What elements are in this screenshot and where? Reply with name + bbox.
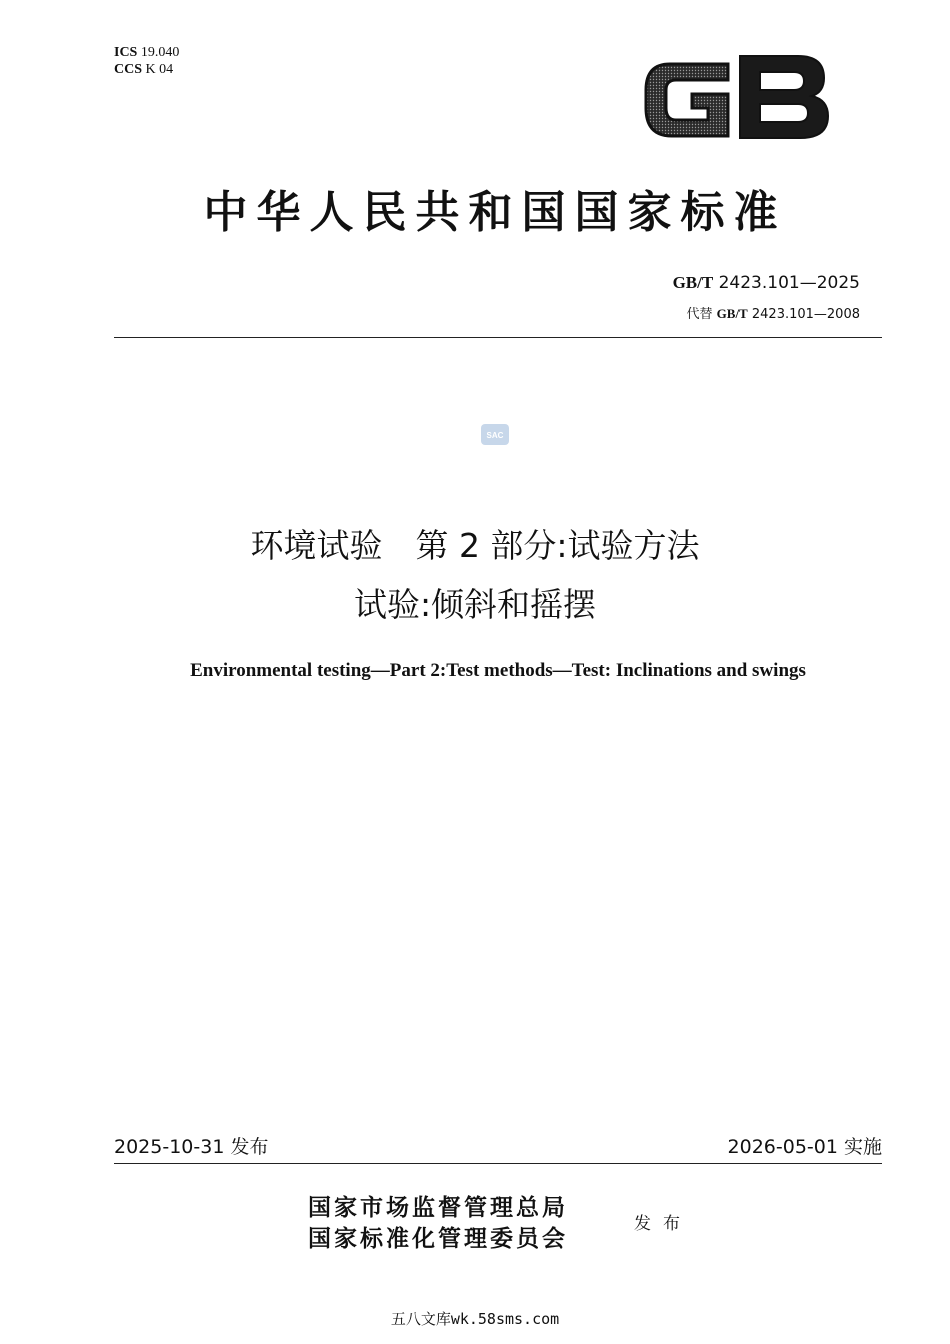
publish-label: 发布	[634, 1214, 692, 1234]
gb-logo	[640, 48, 832, 144]
footer-source[interactable]: 五八文库wk.58sms.com	[390, 1310, 560, 1328]
standard-number-value: 2423.101—2025	[718, 273, 860, 293]
title-cn-line2: 试验:倾斜和摇摆	[353, 585, 597, 624]
issuer-samr: 国家市场监督管理总局	[308, 1194, 568, 1221]
replaces-prefix: GB/T	[716, 306, 748, 321]
issuer-sac: 国家标准化管理委员会	[308, 1225, 568, 1252]
issue-date: 2025-10-31 发布	[114, 1136, 269, 1158]
standard-number-prefix: GB/T	[672, 273, 714, 292]
footer-divider	[114, 1163, 882, 1164]
national-standard-title: 中华人民共和国国家标准	[203, 187, 787, 238]
header-divider	[114, 337, 882, 338]
standard-number	[673, 273, 860, 293]
implement-date: 2026-05-01 实施	[727, 1136, 882, 1158]
sac-watermark-text: SAC	[486, 431, 504, 440]
title-en: Environmental testing—Part 2:Test methods—Test: Inclinations and swings	[190, 660, 806, 681]
replaces-number: 2423.101—2008	[751, 307, 860, 322]
replaces-label: 代替	[686, 307, 713, 322]
ccs-code: K 04	[145, 62, 174, 77]
replaces-line	[687, 303, 861, 322]
sac-watermark-icon	[481, 424, 509, 445]
ics-label: ICS	[114, 45, 138, 60]
classification-codes	[114, 44, 179, 78]
ccs-label: CCS	[114, 62, 143, 77]
ics-code: 19.040	[140, 45, 180, 60]
title-cn-line1: 环境试验 第 2 部分:试验方法	[250, 526, 700, 565]
